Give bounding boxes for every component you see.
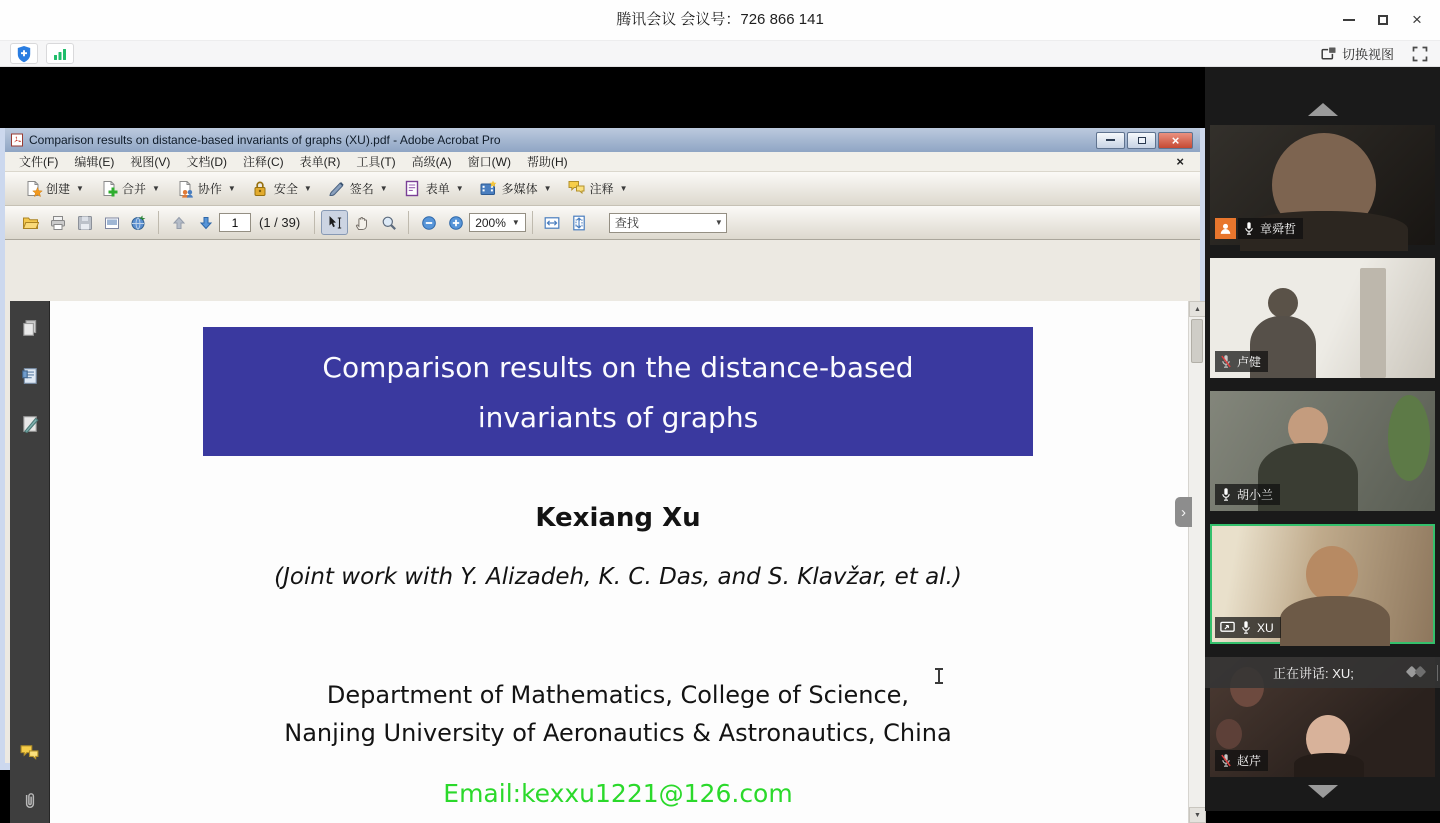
- page-number-input[interactable]: [219, 213, 251, 232]
- comments-panel-button[interactable]: [17, 739, 43, 765]
- comment-button[interactable]: [561, 176, 635, 201]
- printer-icon: [50, 215, 66, 231]
- mic-on-icon: [1240, 620, 1252, 635]
- attachments-panel-button[interactable]: [17, 787, 43, 813]
- minimize-icon: [1106, 139, 1115, 141]
- participant-photo: [1268, 288, 1298, 318]
- acrobat-window-controls: [1096, 132, 1195, 149]
- menu-window[interactable]: 窗口(W): [467, 155, 511, 169]
- find-input[interactable]: [610, 216, 712, 230]
- shield-plus-icon: [16, 45, 32, 63]
- speech-bubbles-icon: [20, 744, 39, 760]
- restore-icon: [1138, 137, 1146, 144]
- scroll-down-button[interactable]: ▼: [1189, 807, 1206, 823]
- sign-button[interactable]: [321, 176, 395, 201]
- participant-badge: [1215, 750, 1268, 771]
- bookmarks-panel-button[interactable]: [17, 363, 43, 389]
- dropdown-arrow-icon: ▼: [455, 184, 464, 193]
- upload-documents-button[interactable]: [125, 210, 152, 235]
- participant-tile-4[interactable]: [1210, 524, 1435, 644]
- hand-icon: [354, 215, 370, 231]
- minimize-icon: [1343, 19, 1355, 21]
- scrollbar-thumb[interactable]: [1191, 319, 1203, 363]
- dropdown-arrow-icon: ▼: [619, 184, 628, 193]
- select-tool-button[interactable]: [321, 210, 348, 235]
- switch-view-label: 切换视图: [1341, 47, 1394, 62]
- slide-affiliation-line1: Department of Mathematics, College of Science,: [326, 681, 910, 709]
- pdf-page[interactable]: [50, 301, 1188, 823]
- create-button[interactable]: [17, 176, 91, 201]
- mic-muted-icon: [1220, 354, 1232, 369]
- arrow-down-icon: [198, 215, 214, 231]
- close-icon: ×: [1171, 132, 1180, 148]
- collaborate-icon: [176, 180, 193, 197]
- find-dropdown-arrow-icon[interactable]: ▼: [714, 218, 723, 227]
- meeting-logo-icon: [1403, 665, 1438, 681]
- collaborate-label: 协作: [197, 182, 222, 196]
- menu-file[interactable]: 文件(F): [19, 155, 59, 169]
- navigation-panel: [10, 301, 50, 823]
- meeting-toolbar: [0, 40, 1440, 67]
- toolbar-separator: [158, 211, 159, 234]
- curtain-decoration: [1216, 719, 1242, 749]
- host-icon: [1215, 218, 1236, 239]
- open-button[interactable]: [17, 210, 44, 235]
- signature-icon: [21, 415, 39, 433]
- participant-photo: [1280, 596, 1390, 646]
- shared-screen: [0, 67, 1205, 819]
- dropdown-arrow-icon: ▼: [76, 184, 84, 193]
- create-label: 创建: [46, 182, 71, 196]
- comment-label: 注释: [589, 182, 614, 196]
- folder-icon: [22, 215, 39, 230]
- mic-muted-icon: [1220, 753, 1232, 768]
- hand-tool-button[interactable]: [348, 210, 375, 235]
- acrobat-minimize-button[interactable]: [1096, 132, 1125, 149]
- secure-button[interactable]: [245, 176, 319, 201]
- acrobat-close-button[interactable]: [1158, 132, 1193, 149]
- slide-joint-work: (Joint work with Y. Alizadeh, K. C. Das, and S. Klavžar, et al.): [274, 564, 962, 590]
- pdf-file-icon: [10, 133, 24, 147]
- next-page-button[interactable]: [192, 210, 219, 235]
- scroll-participants-up-button[interactable]: [1308, 103, 1338, 116]
- participant-badge: [1215, 484, 1280, 505]
- participant-name: 章舜哲: [1260, 222, 1297, 236]
- combine-button[interactable]: [93, 176, 167, 201]
- scroll-up-button[interactable]: ▲: [1189, 301, 1206, 317]
- fit-width-icon: [544, 215, 560, 231]
- zoom-in-button[interactable]: [442, 210, 469, 235]
- collaborate-button[interactable]: [169, 176, 243, 201]
- menu-document[interactable]: 文档(D): [186, 155, 227, 169]
- meeting-titlebar: [0, 0, 1440, 40]
- participant-photo: [1360, 268, 1386, 378]
- meeting-title: 腾讯会议 会议号：726 866 141: [616, 11, 824, 28]
- sign-label: 签名: [349, 182, 374, 196]
- page-count-label: (1 / 39): [259, 215, 301, 230]
- zoom-level-select[interactable]: [469, 213, 526, 232]
- vertical-scrollbar[interactable]: [1188, 301, 1205, 823]
- secure-label: 安全: [273, 182, 298, 196]
- maximize-button[interactable]: [1366, 0, 1400, 40]
- acrobat-window: [0, 128, 1205, 819]
- speech-bubbles-icon: [568, 180, 585, 197]
- forms-button[interactable]: [397, 176, 471, 201]
- participant-tile-3[interactable]: [1210, 391, 1435, 511]
- participant-name: 卢健: [1237, 355, 1262, 369]
- dropdown-arrow-icon: ▼: [303, 184, 312, 193]
- menu-tools[interactable]: 工具(T): [356, 155, 396, 169]
- maximize-icon: [1378, 15, 1388, 25]
- arrow-up-icon: [171, 215, 187, 231]
- participant-badge: [1215, 218, 1303, 239]
- participant-badge: [1215, 617, 1281, 638]
- minus-circle-icon: [421, 215, 437, 231]
- fit-width-button[interactable]: [539, 210, 566, 235]
- previous-page-button[interactable]: [165, 210, 192, 235]
- create-icon: [24, 180, 41, 197]
- acrobat-menubar: [5, 152, 1200, 172]
- dropdown-arrow-icon: ▼: [511, 218, 520, 227]
- slide-author: Kexiang Xu: [535, 503, 701, 533]
- acrobat-body: [10, 301, 1205, 823]
- close-button[interactable]: [1400, 0, 1434, 40]
- participant-name: 胡小兰: [1237, 488, 1274, 502]
- fullscreen-button[interactable]: [1410, 44, 1430, 64]
- mic-on-icon: [1243, 221, 1255, 236]
- panel-pull-tab[interactable]: ›: [1175, 497, 1192, 527]
- fit-page-button[interactable]: [566, 210, 593, 235]
- dropdown-arrow-icon: ▼: [543, 184, 552, 193]
- forms-label: 表单: [425, 182, 450, 196]
- signal-bars-icon: [52, 47, 68, 61]
- acrobat-restore-button[interactable]: [1127, 132, 1156, 149]
- acrobat-titlebar[interactable]: [5, 128, 1200, 152]
- document-close-button[interactable]: ×: [1176, 154, 1184, 169]
- signatures-panel-button[interactable]: [17, 411, 43, 437]
- multimedia-label: 多媒体: [501, 182, 538, 196]
- scroll-participants-down-button[interactable]: [1308, 785, 1338, 798]
- pen-icon: [328, 180, 345, 197]
- globe-upload-icon: [131, 215, 147, 231]
- participant-tile-1[interactable]: [1210, 125, 1435, 245]
- menu-comments[interactable]: 注释(C): [243, 155, 284, 169]
- participant-name: XU: [1257, 620, 1274, 635]
- mic-on-icon: [1220, 487, 1232, 502]
- minimize-button[interactable]: [1332, 0, 1366, 40]
- plus-circle-icon: [448, 215, 464, 231]
- menu-forms[interactable]: 表单(R): [299, 155, 341, 169]
- bookmarks-icon: [21, 367, 39, 385]
- fullscreen-icon: [1412, 46, 1428, 62]
- menu-view[interactable]: 视图(V): [130, 155, 171, 169]
- snapshot-button[interactable]: [98, 210, 125, 235]
- snapshot-icon: [104, 215, 120, 231]
- acrobat-window-title: Comparison results on distance-based invariants of graphs (XU).pdf - Adobe Acrobat Pro: [29, 133, 501, 147]
- combine-label: 合并: [121, 182, 146, 196]
- menu-edit[interactable]: 编辑(E): [74, 155, 115, 169]
- combine-icon: [100, 180, 117, 197]
- slide-title-line2: invariants of graphs: [477, 401, 759, 434]
- dropdown-arrow-icon: ▼: [151, 184, 160, 193]
- dropdown-arrow-icon: ▼: [379, 184, 388, 193]
- film-icon: [480, 180, 497, 197]
- acrobat-file-toolbar: [5, 206, 1200, 240]
- participant-tile-2[interactable]: [1210, 258, 1435, 378]
- form-icon: [404, 180, 421, 197]
- toolbar-separator: [532, 211, 533, 234]
- magnifier-icon: [381, 215, 397, 231]
- zoom-out-button[interactable]: [415, 210, 442, 235]
- participant-badge: [1215, 351, 1268, 372]
- menu-advanced[interactable]: 高级(A): [411, 155, 452, 169]
- switch-view-button[interactable]: [1321, 44, 1394, 63]
- slide-title-line1: Comparison results on the distance-based: [322, 351, 914, 384]
- menu-help[interactable]: 帮助(H): [527, 155, 568, 169]
- lock-icon: [252, 180, 269, 197]
- pages-panel-button[interactable]: [17, 315, 43, 341]
- meeting-window-controls: [1332, 0, 1434, 40]
- floppy-icon: [77, 215, 93, 231]
- participant-photo: [1294, 753, 1364, 777]
- screen-share-icon: [1220, 621, 1235, 634]
- active-speaker-bar: [1205, 657, 1440, 688]
- slide-email: Email:kexxu1221@126.com: [443, 779, 793, 808]
- dropdown-arrow-icon: ▼: [227, 184, 236, 193]
- security-button[interactable]: [10, 43, 38, 64]
- active-speaker-label: 正在讲话: XU;: [1273, 666, 1354, 681]
- text-cursor: [934, 667, 944, 685]
- marquee-zoom-button[interactable]: [375, 210, 402, 235]
- zoom-level-value: 200%: [475, 215, 506, 230]
- participant-name: 赵芹: [1237, 754, 1262, 768]
- print-button[interactable]: [44, 210, 71, 235]
- close-icon: ×: [1412, 10, 1422, 29]
- acrobat-task-toolbar: [5, 172, 1200, 206]
- participant-photo: [1306, 546, 1358, 602]
- slide-title-banner: [203, 327, 1033, 456]
- participants-sidebar: [1205, 67, 1440, 811]
- layout-icon: [1321, 46, 1337, 62]
- select-cursor-icon: [327, 215, 343, 231]
- save-button[interactable]: [71, 210, 98, 235]
- find-box: [609, 213, 727, 233]
- fit-page-icon: [571, 215, 587, 231]
- paperclip-icon: [21, 791, 39, 809]
- plant-decoration: [1388, 395, 1430, 481]
- meeting-toolbar-right: [1321, 44, 1430, 64]
- slide-affiliation-line2: Nanjing University of Aeronautics & Astronautics, China: [284, 719, 952, 747]
- network-status-button[interactable]: [46, 43, 74, 64]
- multimedia-button[interactable]: [473, 176, 559, 201]
- pages-icon: [21, 319, 39, 337]
- toolbar-separator: [408, 211, 409, 234]
- toolbar-separator: [314, 211, 315, 234]
- divider: [1437, 665, 1438, 681]
